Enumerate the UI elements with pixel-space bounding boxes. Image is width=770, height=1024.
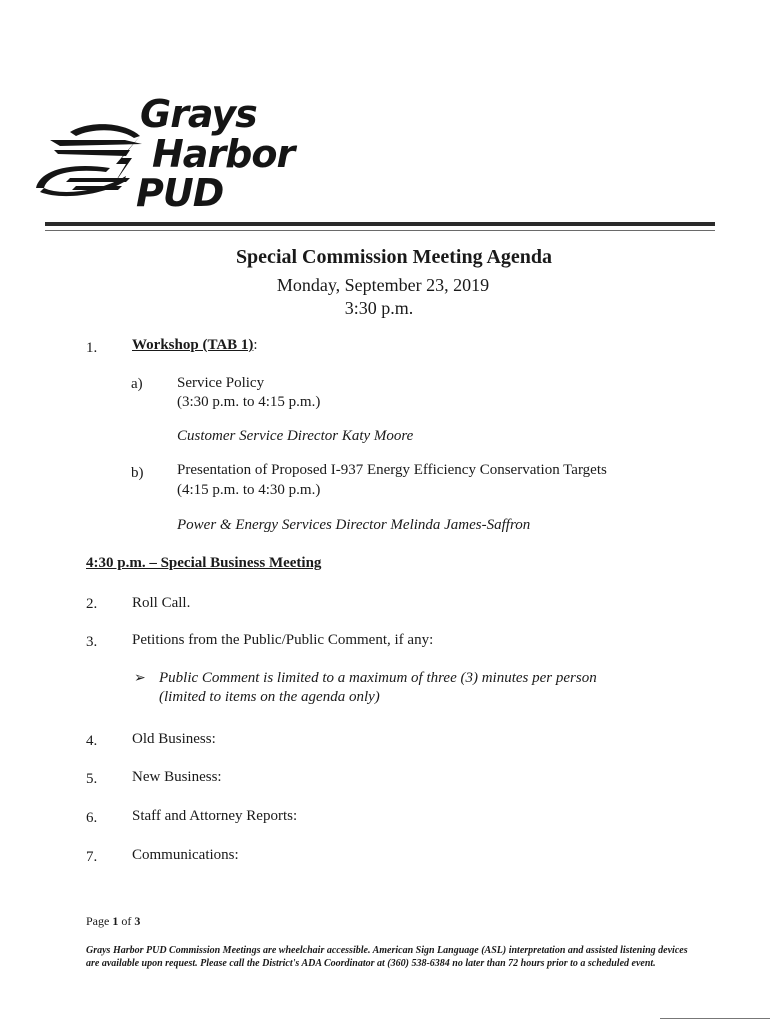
business-meeting-heading: 4:30 p.m. – Special Business Meeting — [86, 555, 322, 571]
item-number: 5. — [86, 771, 98, 787]
public-comment-note-line2: (limited to items on the agenda only) — [159, 689, 380, 705]
item-number: 7. — [86, 849, 98, 865]
item-number: 2. — [86, 596, 98, 612]
workshop-item-title: Service Policy — [177, 375, 265, 391]
accessibility-disclaimer: Grays Harbor PUD Commission Meetings are wheelchair accessible. American Sign Language (ASL) interpretation and assisted listening devices are available upon request. Please call the District's ADA Coordinator at (360) 538-6384 no later than 72 hours prior to a scheduled event. — [86, 945, 688, 969]
page-number — [86, 914, 140, 929]
item-number: 6. — [86, 810, 98, 826]
workshop-item-title: Presentation of Proposed I-937 Energy Efficiency Conservation Targets — [177, 462, 607, 478]
meeting-time: 3:30 p.m. — [344, 298, 414, 318]
logo-text-harbor: Harbor — [152, 132, 295, 176]
arrow-bullet-icon: ➢ — [134, 671, 146, 686]
workshop-item-time: (4:15 p.m. to 4:30 p.m.) — [177, 482, 321, 498]
agenda-item-label: Petitions from the Public/Public Comment, if any: — [132, 632, 434, 648]
item-number: 4. — [86, 733, 98, 749]
public-comment-note-line1: Public Comment is limited to a maximum of three (3) minutes per person — [159, 670, 597, 686]
agenda-item-label: New Business: — [132, 769, 222, 785]
workshop-item-letter: a) — [131, 376, 143, 392]
agenda-item-label: Roll Call. — [132, 595, 191, 611]
workshop-item-time: (3:30 p.m. to 4:15 p.m.) — [177, 394, 321, 410]
agenda-item-label: Old Business: — [132, 731, 216, 747]
workshop-heading-text: Workshop (TAB 1) — [132, 337, 254, 353]
agenda-item-label: Communications: — [132, 847, 239, 863]
item-number: 3. — [86, 634, 98, 650]
workshop-item-presenter: Customer Service Director Katy Moore — [177, 428, 414, 444]
page-prefix: Page — [86, 914, 113, 928]
workshop-heading-colon: : — [253, 337, 258, 353]
logo-text-grays: Grays — [140, 92, 257, 136]
item-number: 1. — [86, 340, 98, 356]
agenda-item-label: Staff and Attorney Reports: — [132, 808, 298, 824]
page-total: 3 — [134, 914, 141, 928]
workshop-item-presenter: Power & Energy Services Director Melinda James-Saffron — [177, 517, 531, 533]
meeting-date: Monday, September 23, 2019 — [276, 275, 490, 295]
scan-edge-line — [660, 1018, 770, 1019]
logo-text-pud: PUD — [136, 171, 224, 215]
grays-harbor-pud-logo — [30, 92, 300, 217]
page-current: 1 — [112, 914, 119, 928]
header-divider-thin — [45, 230, 715, 231]
workshop-heading — [132, 337, 258, 354]
logo-swoosh-icon — [30, 92, 150, 217]
page-of: of — [118, 914, 135, 928]
workshop-item-letter: b) — [131, 465, 144, 481]
header-divider — [45, 222, 715, 226]
page-title: Special Commission Meeting Agenda — [235, 246, 553, 268]
